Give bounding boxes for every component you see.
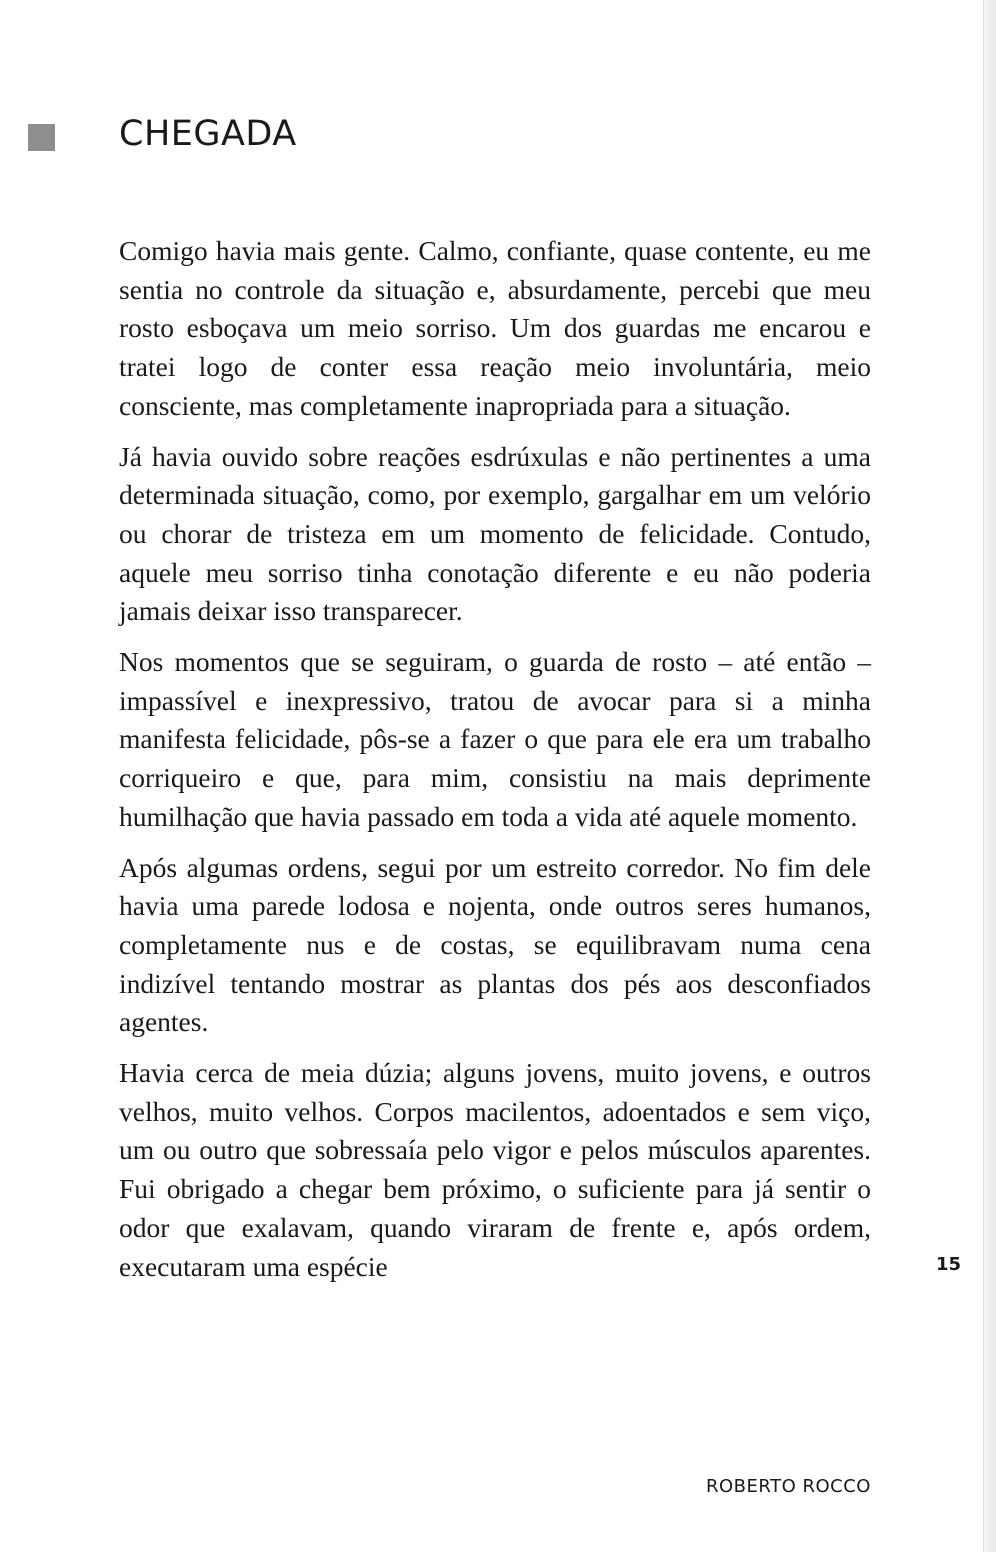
chapter-title: CHEGADA <box>119 114 297 154</box>
body-text <box>119 232 871 1298</box>
page-edge <box>983 0 996 1552</box>
paragraph-5: Havia cerca de meia dúzia; alguns jovens, muito jovens, e outros velhos, muito velhos. Corpos macilentos, adoentados e sem viço, um ou outro que sobressaía pelo vigor e pelos músculos aparentes. Fui obrigado a chegar bem próximo, o suficiente para já sentir o odor que exalavam, quando viraram de frente e, após ordem, executaram uma espécie <box>119 1057 871 1282</box>
paragraph-1: Comigo havia mais gente. Calmo, confiante, quase contente, eu me sentia no controle da situação e, absurdamente, percebi que meu rosto esboçava um meio sorriso. Um dos guardas me encarou e tratei logo de conter essa reação meio involuntária, meio consciente, mas completamente inapropriada para a situação. <box>119 235 871 421</box>
page-number: 15 <box>936 1254 962 1275</box>
running-footer-author: ROBERTO ROCCO <box>706 1476 871 1497</box>
paragraph-4: Após algumas ordens, segui por um estreito corredor. No fim dele havia uma parede lodosa e nojenta, onde outros seres humanos, completamente nus e de costas, se equilibravam numa cena indizível tentando mostrar as plantas dos pés aos desconfiados agentes. <box>119 851 871 1038</box>
paragraph-3: Nos momentos que se seguiram, o guarda de rosto – até então – impassível e inexpressivo, tratou de avocar para si a minha manifesta felicidade, pôs-se a fazer o que para ele era um trabalho corriqueiro e que, para mim, consistiu na mais deprimente humilhação que havia passado em toda a vida até aquele momento. <box>119 646 871 832</box>
paragraph-2: Já havia ouvido sobre reações esdrúxulas e não pertinentes a uma determinada situação, como, por exemplo, gargalhar em um velório ou chorar de tristeza em um momento de felicidade. Contudo, aquele meu sorriso tinha conotação diferente e eu não poderia jamais deixar isso transparecer. <box>119 440 871 627</box>
chapter-marker-square <box>28 124 55 151</box>
